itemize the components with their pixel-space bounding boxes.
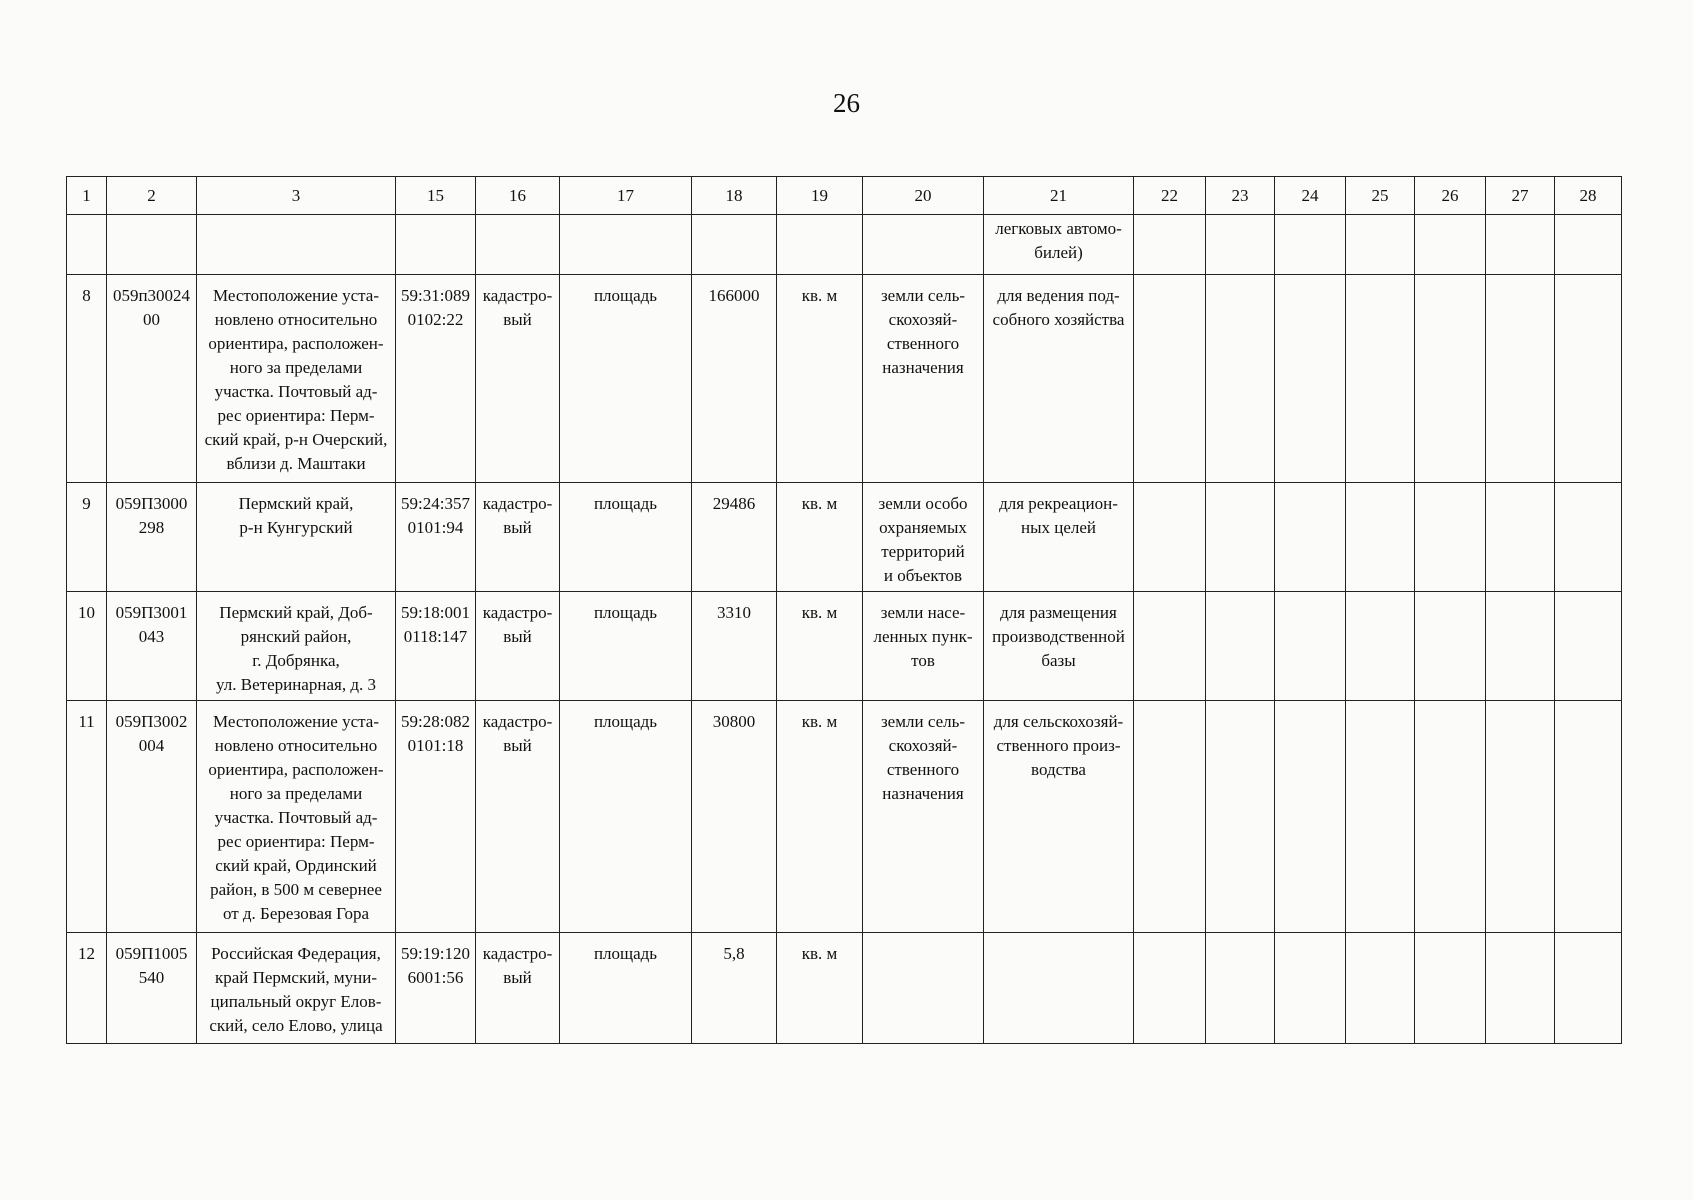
column-number: 27 [1486, 177, 1555, 215]
permitted-use-cell: для сельскохозяй- ственного произ- водства [984, 701, 1134, 933]
empty-cell [1415, 933, 1486, 1044]
empty-cell [67, 215, 107, 275]
row-number-cell: 11 [67, 701, 107, 933]
object-code-cell: 059п30024 00 [107, 275, 197, 483]
column-number: 16 [476, 177, 560, 215]
empty-cell [1346, 701, 1415, 933]
registry-table [66, 176, 1622, 1044]
empty-cell [1275, 701, 1346, 933]
parameter-cell: площадь [560, 933, 692, 1044]
empty-cell [1555, 483, 1622, 592]
column-number: 25 [1346, 177, 1415, 215]
object-code-cell: 059П3001 043 [107, 592, 197, 701]
empty-cell [1346, 275, 1415, 483]
empty-cell [1555, 933, 1622, 1044]
empty-cell [1346, 215, 1415, 275]
unit-cell: кв. м [777, 701, 863, 933]
empty-cell [1206, 701, 1275, 933]
number-type-cell: кадастро- вый [476, 592, 560, 701]
empty-cell [1346, 483, 1415, 592]
table-row [67, 483, 1622, 592]
table-row [67, 275, 1622, 483]
empty-cell [1555, 592, 1622, 701]
land-category-cell: земли особо охраняемых территорий и объектов [863, 483, 984, 592]
address-cell: Местоположение уста- новлено относительно ориентира, расположен- ного за пределами участка. Почтовый ад- рес ориентира: Перм- ский край, Ординский район, в 500 м севернее от д. Березовая Гора [197, 701, 396, 933]
continuation-row [67, 215, 1622, 275]
permitted-use-cell: для ведения под- собного хозяйства [984, 275, 1134, 483]
column-number: 17 [560, 177, 692, 215]
unit-cell: кв. м [777, 483, 863, 592]
land-category-cell: земли сель- скохозяй- ственного назначения [863, 275, 984, 483]
empty-cell [1134, 701, 1206, 933]
empty-cell [1555, 275, 1622, 483]
permitted-use-cell [984, 933, 1134, 1044]
column-number: 18 [692, 177, 777, 215]
unit-cell: кв. м [777, 933, 863, 1044]
number-type-cell: кадастро- вый [476, 483, 560, 592]
permitted-use-cell: легковых автомо- билей) [984, 215, 1134, 275]
parameter-cell: площадь [560, 275, 692, 483]
empty-cell [1275, 592, 1346, 701]
column-number: 19 [777, 177, 863, 215]
column-number: 20 [863, 177, 984, 215]
permitted-use-cell: для рекреацион- ных целей [984, 483, 1134, 592]
column-number-row [67, 177, 1622, 215]
empty-cell [1134, 933, 1206, 1044]
empty-cell [1415, 483, 1486, 592]
land-category-cell: земли насе- ленных пунк- тов [863, 592, 984, 701]
empty-cell [1486, 215, 1555, 275]
empty-cell [1346, 933, 1415, 1044]
empty-cell [197, 215, 396, 275]
table-row [67, 933, 1622, 1044]
empty-cell [1134, 275, 1206, 483]
parameter-cell: площадь [560, 701, 692, 933]
empty-cell [1206, 215, 1275, 275]
unit-cell: кв. м [777, 275, 863, 483]
empty-cell [1206, 933, 1275, 1044]
cadastral-number-cell: 59:31:089 0102:22 [396, 275, 476, 483]
empty-cell [777, 215, 863, 275]
cadastral-number-cell: 59:19:120 6001:56 [396, 933, 476, 1044]
object-code-cell: 059П3000 298 [107, 483, 197, 592]
object-code-cell: 059П1005 540 [107, 933, 197, 1044]
number-type-cell: кадастро- вый [476, 933, 560, 1044]
area-value-cell: 30800 [692, 701, 777, 933]
land-category-cell [863, 933, 984, 1044]
column-number: 23 [1206, 177, 1275, 215]
area-value-cell: 3310 [692, 592, 777, 701]
column-number: 2 [107, 177, 197, 215]
empty-cell [1486, 592, 1555, 701]
empty-cell [1275, 275, 1346, 483]
address-cell: Пермский край, р-н Кунгурский [197, 483, 396, 592]
object-code-cell: 059П3002 004 [107, 701, 197, 933]
column-number: 1 [67, 177, 107, 215]
column-number: 28 [1555, 177, 1622, 215]
table-row [67, 701, 1622, 933]
empty-cell [1275, 215, 1346, 275]
empty-cell [1486, 483, 1555, 592]
area-value-cell: 29486 [692, 483, 777, 592]
permitted-use-cell: для размещения производственной базы [984, 592, 1134, 701]
empty-cell [560, 215, 692, 275]
empty-cell [1346, 592, 1415, 701]
empty-cell [1486, 701, 1555, 933]
empty-cell [692, 215, 777, 275]
empty-cell [1415, 701, 1486, 933]
column-number: 22 [1134, 177, 1206, 215]
row-number-cell: 12 [67, 933, 107, 1044]
empty-cell [1415, 275, 1486, 483]
unit-cell: кв. м [777, 592, 863, 701]
empty-cell [1275, 483, 1346, 592]
column-number: 24 [1275, 177, 1346, 215]
empty-cell [863, 215, 984, 275]
land-category-cell: земли сель- скохозяй- ственного назначения [863, 701, 984, 933]
empty-cell [1275, 933, 1346, 1044]
cadastral-number-cell: 59:18:001 0118:147 [396, 592, 476, 701]
empty-cell [1134, 592, 1206, 701]
empty-cell [1415, 215, 1486, 275]
address-cell: Местоположение уста- новлено относительно ориентира, расположен- ного за пределами участка. Почтовый ад- рес ориентира: Перм- ский край, р-н Очерский, вблизи д. Маштаки [197, 275, 396, 483]
address-cell: Пермский край, Доб- рянский район, г. Добрянка, ул. Ветеринарная, д. 3 [197, 592, 396, 701]
area-value-cell: 5,8 [692, 933, 777, 1044]
column-number: 3 [197, 177, 396, 215]
empty-cell [476, 215, 560, 275]
number-type-cell: кадастро- вый [476, 701, 560, 933]
address-cell: Российская Федерация, край Пермский, муни- ципальный округ Елов- ский, село Елово, улица [197, 933, 396, 1044]
empty-cell [1206, 592, 1275, 701]
empty-cell [1415, 592, 1486, 701]
empty-cell [1206, 483, 1275, 592]
empty-cell [1555, 215, 1622, 275]
column-number: 26 [1415, 177, 1486, 215]
page-number: 26 [833, 88, 860, 118]
empty-cell [1486, 933, 1555, 1044]
column-number: 21 [984, 177, 1134, 215]
empty-cell [1134, 483, 1206, 592]
cadastral-number-cell: 59:28:082 0101:18 [396, 701, 476, 933]
row-number-cell: 10 [67, 592, 107, 701]
parameter-cell: площадь [560, 483, 692, 592]
empty-cell [1555, 701, 1622, 933]
area-value-cell: 166000 [692, 275, 777, 483]
number-type-cell: кадастро- вый [476, 275, 560, 483]
row-number-cell: 8 [67, 275, 107, 483]
table-row [67, 592, 1622, 701]
column-number: 15 [396, 177, 476, 215]
parameter-cell: площадь [560, 592, 692, 701]
empty-cell [1486, 275, 1555, 483]
empty-cell [1206, 275, 1275, 483]
cadastral-number-cell: 59:24:357 0101:94 [396, 483, 476, 592]
empty-cell [1134, 215, 1206, 275]
row-number-cell: 9 [67, 483, 107, 592]
empty-cell [396, 215, 476, 275]
empty-cell [107, 215, 197, 275]
